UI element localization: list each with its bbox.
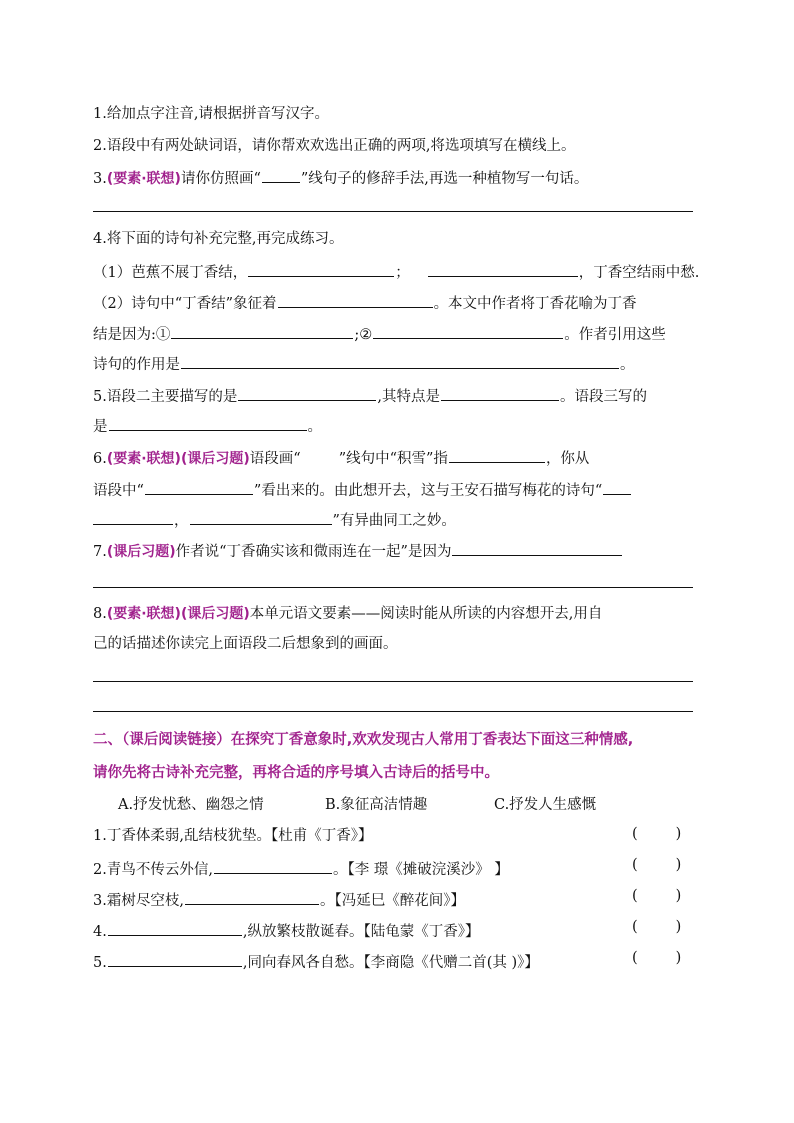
poem-text: 。【李 璟《摊破浣溪沙》 】 <box>332 862 509 878</box>
question-4-part-2-end <box>93 352 635 375</box>
question-6 <box>93 446 589 469</box>
answer-paren-4[interactable] <box>632 919 681 935</box>
answer-line[interactable] <box>93 587 693 588</box>
tag-element-association: (要素·联想) <box>106 171 181 187</box>
question-text: ;② <box>354 327 373 343</box>
paren-close: ) <box>675 919 682 935</box>
paren-close: ) <box>675 888 682 904</box>
answer-paren-1[interactable] <box>632 826 681 842</box>
question-text: （1）芭蕉不展丁香结， <box>93 265 248 281</box>
question-text: ”有异曲同工之妙。 <box>332 513 456 529</box>
question-text: 语段画“ <box>249 451 301 467</box>
question-5-cont <box>93 414 322 437</box>
tag-after-class-exercise: (课后习题) <box>180 606 250 622</box>
question-4-part-2-cont <box>93 322 666 345</box>
question-text: ”线句子的修辞手法,再选一种植物写一句话。 <box>300 171 589 187</box>
question-text: 。语段三写的 <box>559 389 647 405</box>
question-text: ， <box>174 513 189 529</box>
poem-text: 。【冯延巳《醉花间》】 <box>319 893 465 909</box>
poem-text: 1.丁香体柔弱,乱结枝犹垫。【杜甫《丁香》】 <box>93 828 373 844</box>
question-text: （2）诗句中“丁香结”象征着 <box>93 296 277 312</box>
question-8-cont: 己的话描述你读完上面语段二后想象到的画面。 <box>93 636 398 652</box>
answer-blank[interactable] <box>185 888 319 905</box>
question-text: ”线句中“积雪”指 <box>338 451 448 467</box>
answer-blank[interactable] <box>238 384 376 401</box>
answer-blank[interactable] <box>449 446 545 463</box>
poem-text: 5. <box>93 955 107 971</box>
question-number: 3. <box>93 171 107 187</box>
poem-text: 4. <box>93 924 107 940</box>
poem-text: 2.青鸟不传云外信, <box>93 862 213 878</box>
answer-blank[interactable] <box>108 919 242 936</box>
wavy-underline-blank <box>301 447 339 463</box>
question-text: 作者说“丁香确实该和微雨连在一起”是因为 <box>175 544 452 560</box>
paren-close: ) <box>675 857 682 873</box>
question-text: 。作者引用这些 <box>564 327 666 343</box>
question-text: 结是因为:① <box>93 327 171 343</box>
poem-2 <box>93 857 509 880</box>
tag-element-association: (要素·联想) <box>106 606 181 622</box>
question-6-cont <box>93 478 632 501</box>
question-text: 5.语段二主要描写的是 <box>93 389 238 405</box>
question-text: ，丁香空结雨中愁. <box>578 265 700 281</box>
poem-3 <box>93 888 465 911</box>
question-8 <box>93 604 602 624</box>
option-b: B.象征高洁情趣 <box>325 797 428 813</box>
question-1: 1.给加点字注音,请根据拼音写汉字。 <box>93 106 329 122</box>
option-c: C.抒发人生感慨 <box>494 797 597 813</box>
question-3 <box>93 166 588 189</box>
question-text: 语段中“ <box>93 483 144 499</box>
answer-line[interactable] <box>93 711 693 712</box>
paren-open: ( <box>632 857 638 873</box>
poem-1 <box>93 826 372 846</box>
question-text: 本单元语文要素——阅读时能从所读的内容想开去,用自 <box>249 606 603 622</box>
question-text: 请你仿照画“ <box>180 171 261 187</box>
answer-paren-2[interactable] <box>632 857 681 873</box>
answer-blank[interactable] <box>262 166 300 183</box>
poem-text: 3.霜树尽空枝, <box>93 893 184 909</box>
option-a: A.抒发忧愁、幽怨之情 <box>118 797 264 813</box>
answer-blank[interactable] <box>93 508 173 525</box>
answer-blank[interactable] <box>214 857 332 874</box>
answer-blank[interactable] <box>190 508 332 525</box>
question-number: 8. <box>93 606 107 622</box>
answer-blank[interactable] <box>181 352 619 369</box>
answer-paren-3[interactable] <box>632 888 681 904</box>
answer-blank[interactable] <box>278 291 433 308</box>
tag-after-class-exercise: (课后习题) <box>180 451 250 467</box>
answer-paren-5[interactable] <box>632 950 681 966</box>
answer-blank[interactable] <box>452 539 622 556</box>
question-text: 。 <box>307 419 322 435</box>
question-number: 6. <box>93 451 107 467</box>
answer-line[interactable] <box>93 681 693 682</box>
question-6-end <box>93 508 456 531</box>
answer-line[interactable] <box>93 211 693 212</box>
paren-open: ( <box>632 919 638 935</box>
paren-open: ( <box>632 888 638 904</box>
answer-blank[interactable] <box>108 950 242 967</box>
question-text: 。本文中作者将丁香花喻为丁香 <box>433 296 637 312</box>
question-text: 是 <box>93 419 108 435</box>
answer-blank[interactable] <box>145 478 253 495</box>
paren-close: ) <box>675 950 682 966</box>
poem-4 <box>93 919 479 942</box>
question-4-part-1 <box>93 260 699 283</box>
paren-close: ) <box>675 826 682 842</box>
question-text: 诗句的作用是 <box>93 357 180 373</box>
question-text: 。 <box>620 357 635 373</box>
paren-open: ( <box>632 826 638 842</box>
question-2: 2.语段中有两处缺词语，请你帮欢欢选出正确的两项,将选项填写在横线上。 <box>93 138 576 154</box>
question-4-intro: 4.将下面的诗句补充完整,再完成练习。 <box>93 231 344 247</box>
question-text: ，你从 <box>545 451 590 467</box>
poem-text: ,纵放繁枝散诞春。【陆龟蒙《丁香》】 <box>242 924 480 940</box>
section-2-instruction: 请你先将古诗补充完整，再将合适的序号填入古诗后的括号中。 <box>93 765 499 781</box>
answer-blank[interactable] <box>441 384 559 401</box>
answer-blank[interactable] <box>428 260 578 277</box>
question-text: ； <box>395 265 410 281</box>
tag-element-association: (要素·联想) <box>106 451 181 467</box>
answer-blank[interactable] <box>171 322 353 339</box>
question-7 <box>93 539 623 562</box>
question-4-part-2 <box>93 291 637 314</box>
poem-5 <box>93 950 539 973</box>
question-text: ”看出来的。由此想开去，这与王安石描写梅花的诗句“ <box>253 483 603 499</box>
answer-blank[interactable] <box>603 478 631 495</box>
paren-open: ( <box>632 950 638 966</box>
question-text: ,其特点是 <box>377 389 440 405</box>
answer-blank[interactable] <box>109 414 307 431</box>
answer-blank[interactable] <box>248 260 394 277</box>
question-5 <box>93 384 647 407</box>
section-2-heading: 二、（课后阅读链接）在探究丁香意象时,欢欢发现古人常用丁香表达下面这三种情感, <box>93 732 634 748</box>
tag-after-class-exercise: (课后习题) <box>106 544 176 560</box>
question-number: 7. <box>93 544 107 560</box>
poem-text: ,同向春风各自愁。【李商隐《代赠二首(其 )》】 <box>242 955 539 971</box>
answer-blank[interactable] <box>373 322 563 339</box>
